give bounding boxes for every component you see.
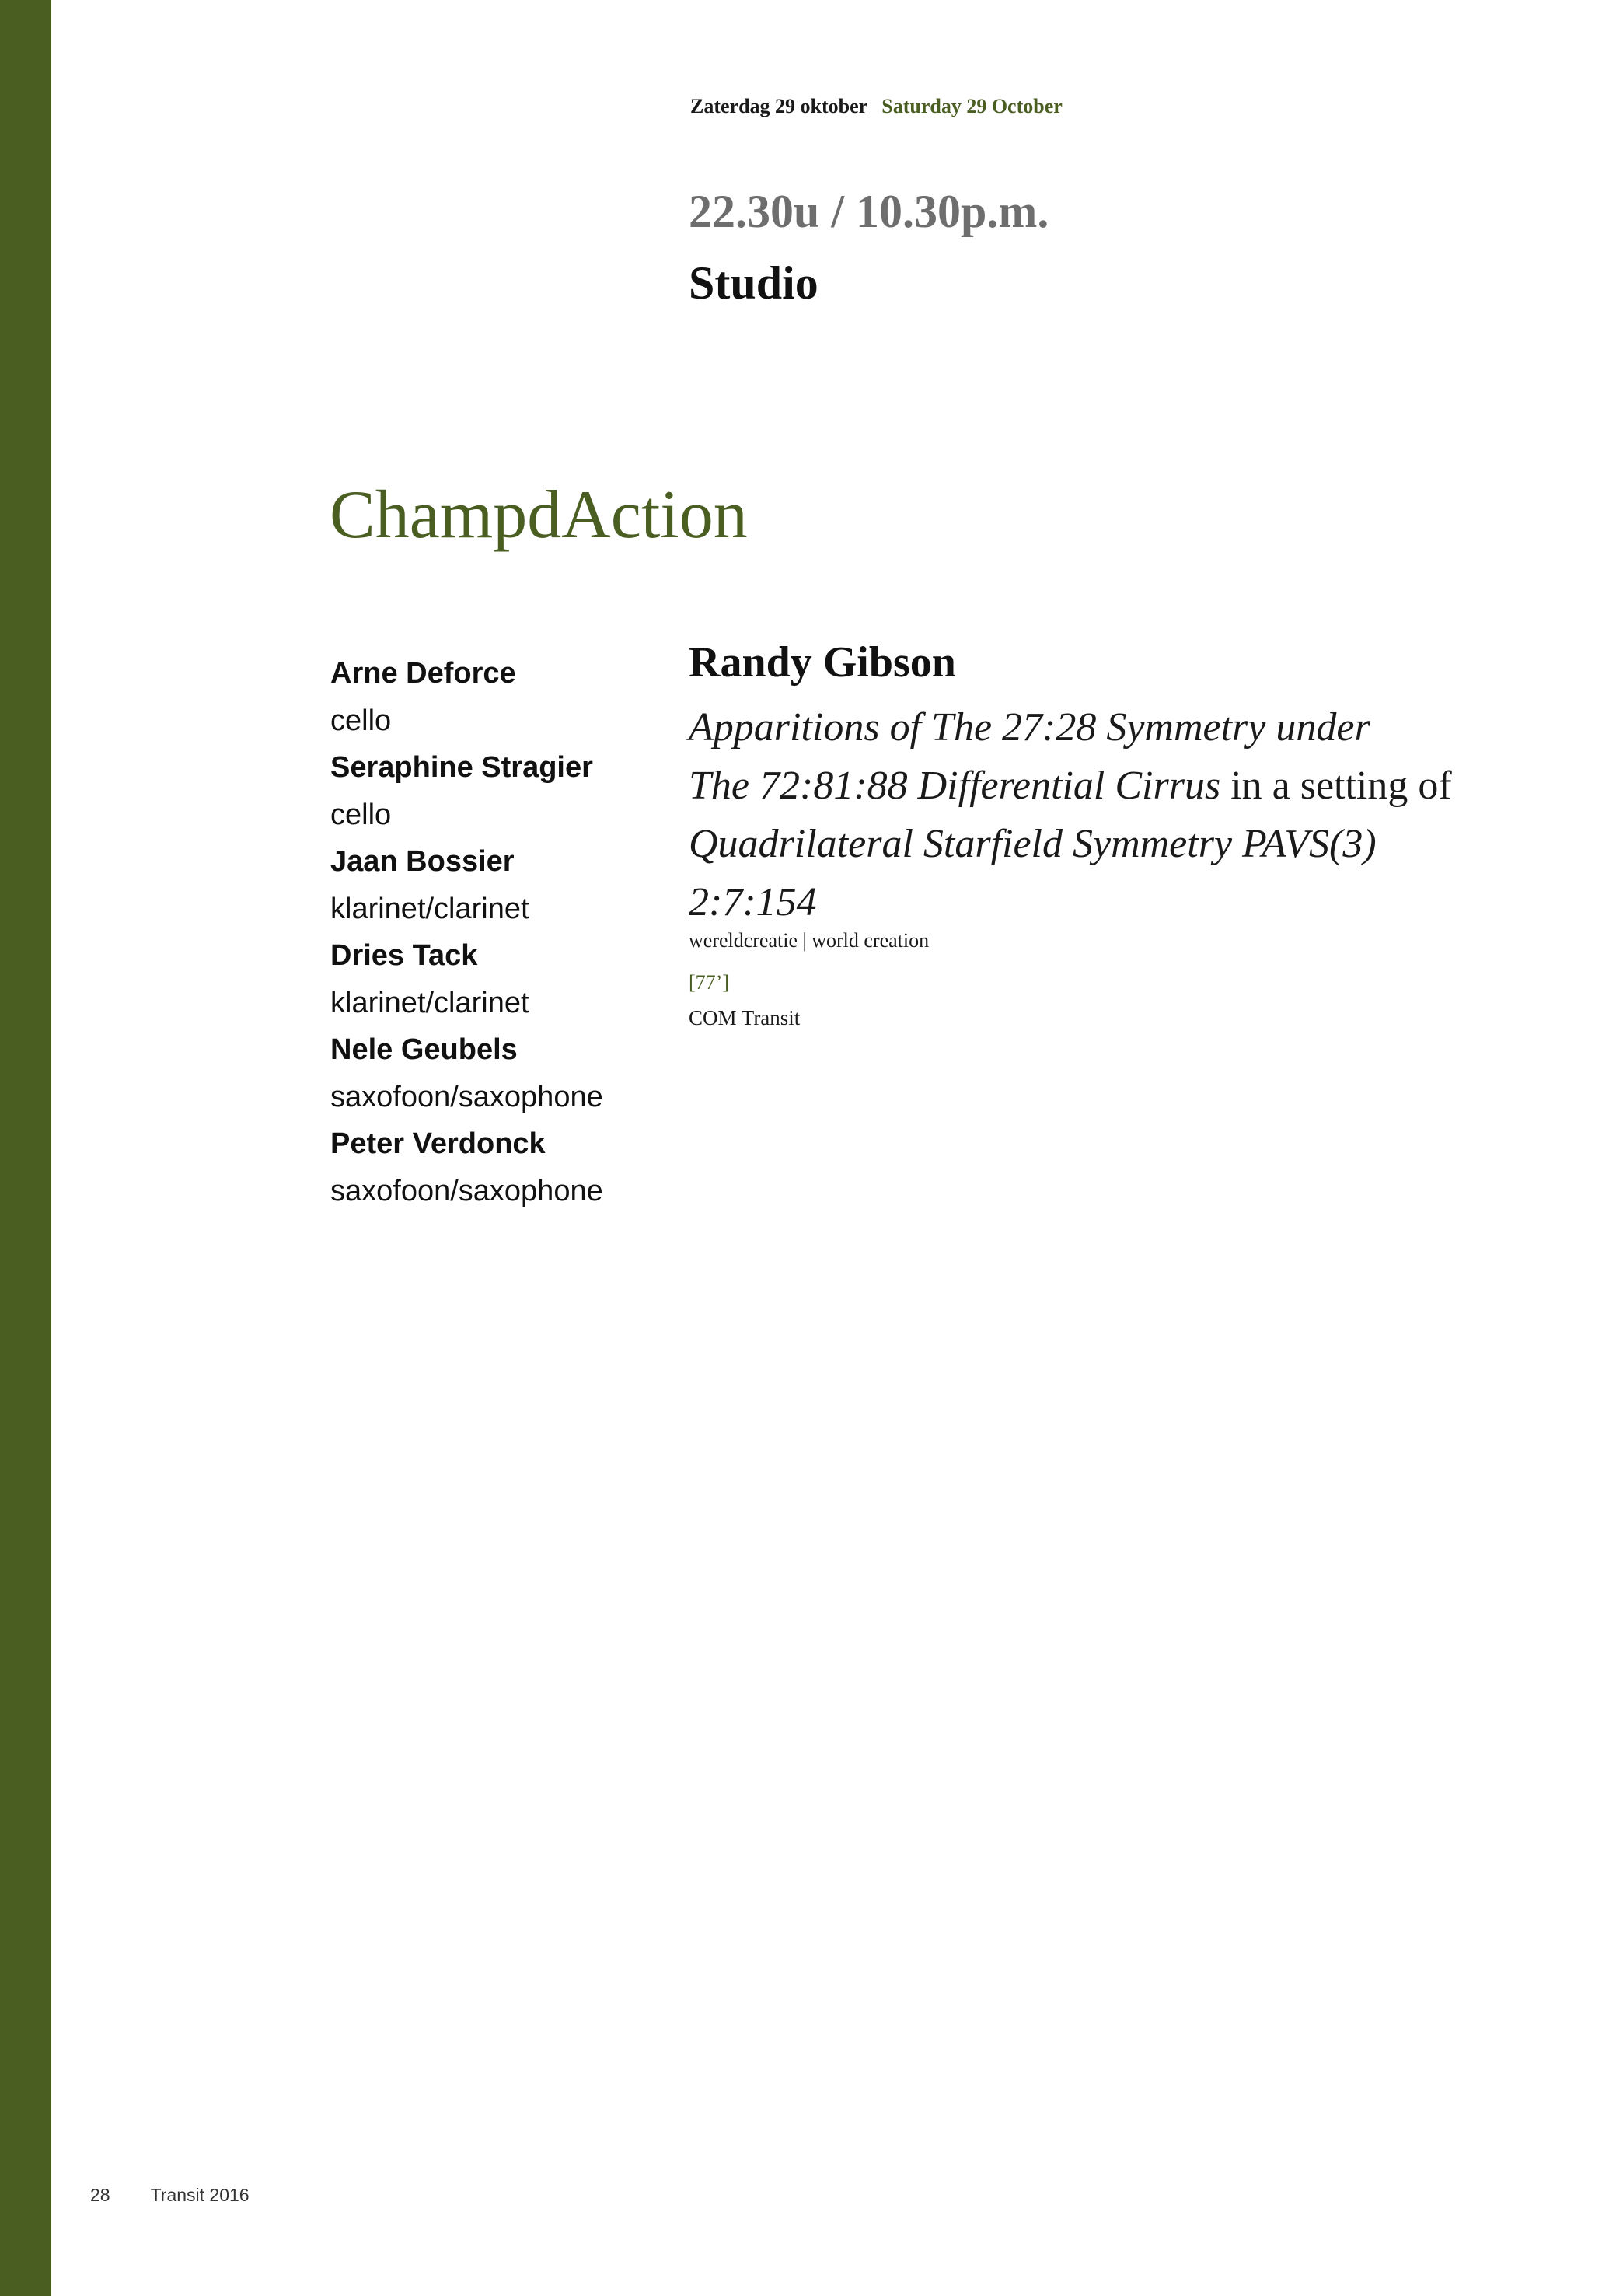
- side-color-bar: [0, 0, 51, 2296]
- performer-name: Jaan Bossier: [330, 845, 515, 878]
- concert-venue: Studio: [689, 257, 818, 309]
- ensemble-title: ChampdAction: [330, 477, 748, 553]
- performer-instrument: cello: [330, 798, 392, 831]
- commission-note: COM Transit: [689, 1006, 801, 1029]
- date-line: [690, 95, 1063, 118]
- performer-name: Arne Deforce: [330, 657, 516, 690]
- date-dutch: Zaterdag 29 oktober: [690, 95, 867, 117]
- performer-list: [330, 650, 657, 1214]
- work-title-line-2: The 72:81:88 Differential Cirrus: [689, 764, 1221, 808]
- performer-instrument: saxofoon/saxophone: [330, 1174, 603, 1207]
- performer-instrument: klarinet/clarinet: [330, 892, 529, 925]
- performer-name: Nele Geubels: [330, 1033, 518, 1066]
- performer-instrument: saxofoon/saxophone: [330, 1080, 603, 1113]
- date-english: Saturday 29 October: [881, 95, 1063, 117]
- premiere-note: wereldcreatie | world creation: [689, 929, 930, 952]
- work-title-line-4: 2:7:154: [689, 880, 817, 924]
- performer-instrument: klarinet/clarinet: [330, 986, 529, 1019]
- page-number: 28: [90, 2185, 110, 2205]
- work-title-joiner: in a setting of: [1220, 764, 1452, 808]
- concert-time: 22.30u / 10.30p.m.: [689, 186, 1049, 237]
- work-title-line-3: Quadrilateral Starfield Symmetry PAVS(3): [689, 822, 1377, 866]
- work-title: [689, 698, 1544, 931]
- composer-name: Randy Gibson: [689, 638, 956, 687]
- publication-name: Transit 2016: [150, 2185, 250, 2205]
- performer-name: Seraphine Stragier: [330, 751, 593, 784]
- page-footer: [90, 2185, 250, 2206]
- performer-name: Peter Verdonck: [330, 1127, 546, 1160]
- performer-instrument: cello: [330, 704, 392, 737]
- duration-note: [77’]: [689, 971, 729, 994]
- work-title-line-1: Apparitions of The 27:28 Symmetry under: [689, 705, 1370, 750]
- performer-name: Dries Tack: [330, 939, 478, 972]
